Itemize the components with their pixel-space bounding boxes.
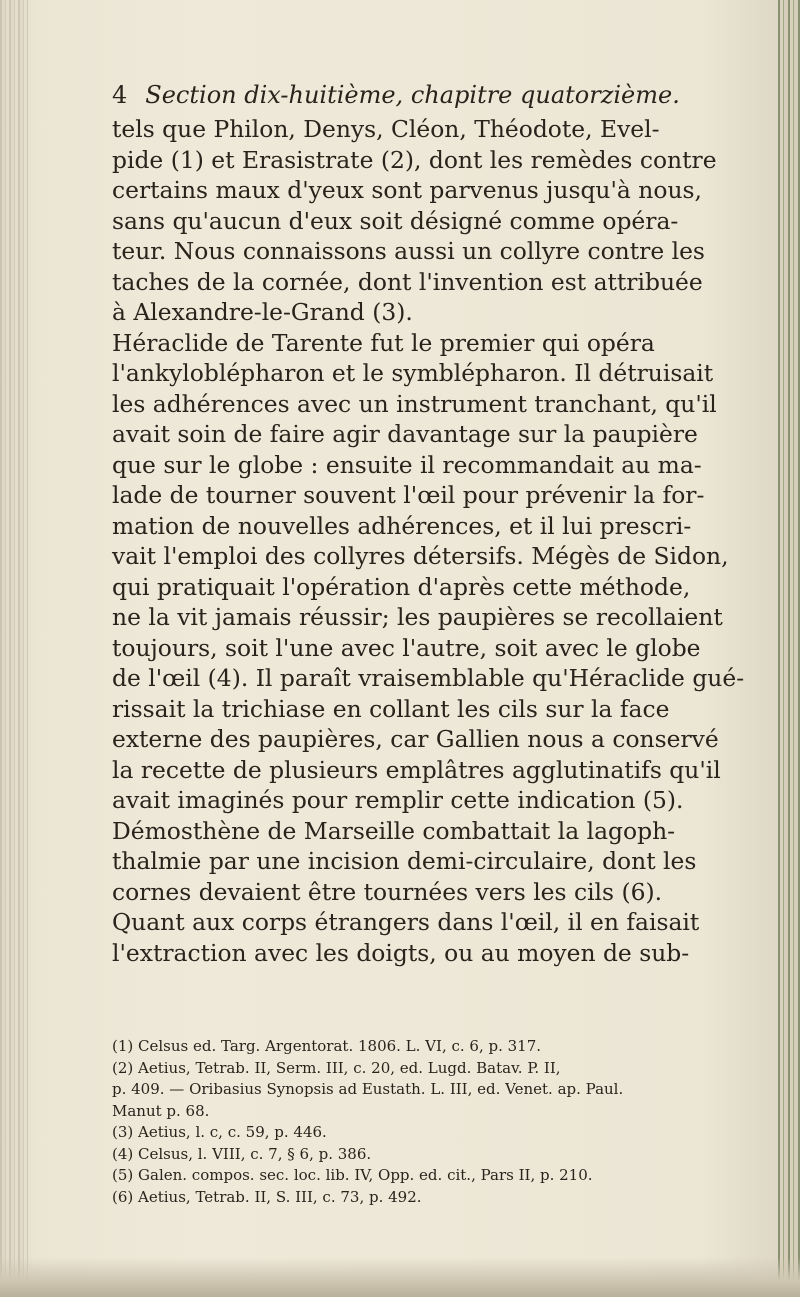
body-line: pide (1) et Erasistrate (2), dont les remèdes contre (112, 145, 717, 174)
body-line: taches de la cornée, dont l'invention est attribuée (112, 267, 703, 296)
footnote-line: (3) Aetius, l. c, c. 59, p. 446. (112, 1123, 327, 1141)
body-line: que sur le globe : ensuite il recommandait au ma- (112, 450, 702, 479)
body-line: Quant aux corps étrangers dans l'œil, il en faisait (112, 908, 700, 936)
body-line: toujours, soit l'une avec l'autre, soit avec le globe (112, 633, 701, 662)
body-line: avait imaginés pour remplir cette indication (5). (112, 786, 684, 814)
body-text (112, 114, 772, 968)
body-line: de l'œil (4). Il paraît vraisemblable qu'Héraclide gué- (112, 664, 745, 692)
page-fore-edge (778, 0, 800, 1297)
body-line: teur. Nous connaissons aussi un collyre contre les (112, 237, 705, 265)
body-line: lade de tourner souvent l'œil pour prévenir la for- (112, 481, 705, 509)
body-line: vait l'emploi des collyres détersifs. Mégès de Sidon, (112, 542, 729, 570)
body-line: cornes devaient être tournées vers les cils (6). (112, 877, 663, 906)
body-line: rissait la trichiase en collant les cils sur la face (112, 694, 670, 723)
page-bottom-shadow (0, 1257, 800, 1297)
footnote-line: (4) Celsus, l. VIII, c. 7, § 6, p. 386. (112, 1144, 372, 1163)
footnote-line: (5) Galen. compos. sec. loc. lib. IV, Opp. ed. cit., Pars II, p. 210. (112, 1166, 593, 1184)
body-line: sans qu'aucun d'eux soit désigné comme opéra- (112, 206, 679, 235)
body-line: externe des paupières, car Gallien nous a conservé (112, 725, 719, 753)
body-line: l'extraction avec les doigts, ou au moyen de sub- (112, 938, 690, 967)
body-line: avait soin de faire agir davantage sur la paupière (112, 420, 698, 448)
footnote-line: (1) Celsus ed. Targ. Argentorat. 1806. L. VI, c. 6, p. 317. (112, 1037, 542, 1055)
body-line: Démosthène de Marseille combattait la lagoph- (112, 816, 676, 845)
body-line: les adhérences avec un instrument tranchant, qu'il (112, 389, 717, 418)
body-line: thalmie par une incision demi-circulaire, dont les (112, 847, 697, 875)
body-line: qui pratiquait l'opération d'après cette méthode, (112, 572, 691, 601)
footnote-line: p. 409. — Oribasius Synopsis ad Eustath. L. III, ed. Venet. ap. Paul. (112, 1080, 624, 1098)
running-head (112, 80, 752, 110)
running-head-title: Section dix-huitième, chapitre quatorzième. (145, 81, 680, 109)
footnote-line: (2) Aetius, Tetrab. II, Serm. III, c. 20, ed. Lugd. Batav. P. II, (112, 1058, 561, 1077)
body-line: certains maux d'yeux sont parvenus jusqu'à nous, (112, 176, 702, 204)
body-line: Héraclide de Tarente fut le premier qui opéra (112, 328, 655, 357)
page-number: 4 (112, 81, 128, 109)
footnote-line: Manut p. 68. (112, 1101, 210, 1120)
body-line: la recette de plusieurs emplâtres agglutinatifs qu'il (112, 755, 721, 784)
body-line: ne la vit jamais réussir; les paupières se recollaient (112, 603, 723, 631)
body-line: l'ankyloblépharon et le symblépharon. Il détruisait (112, 359, 714, 387)
footnote-line: (6) Aetius, Tetrab. II, S. III, c. 73, p. 492. (112, 1187, 422, 1206)
body-line: tels que Philon, Denys, Cléon, Théodote, Evel- (112, 115, 660, 143)
footnotes (112, 1036, 772, 1208)
book-gutter-edge (0, 0, 28, 1297)
body-line: mation de nouvelles adhérences, et il lui prescri- (112, 511, 692, 540)
body-line: à Alexandre-le-Grand (3). (112, 298, 413, 326)
